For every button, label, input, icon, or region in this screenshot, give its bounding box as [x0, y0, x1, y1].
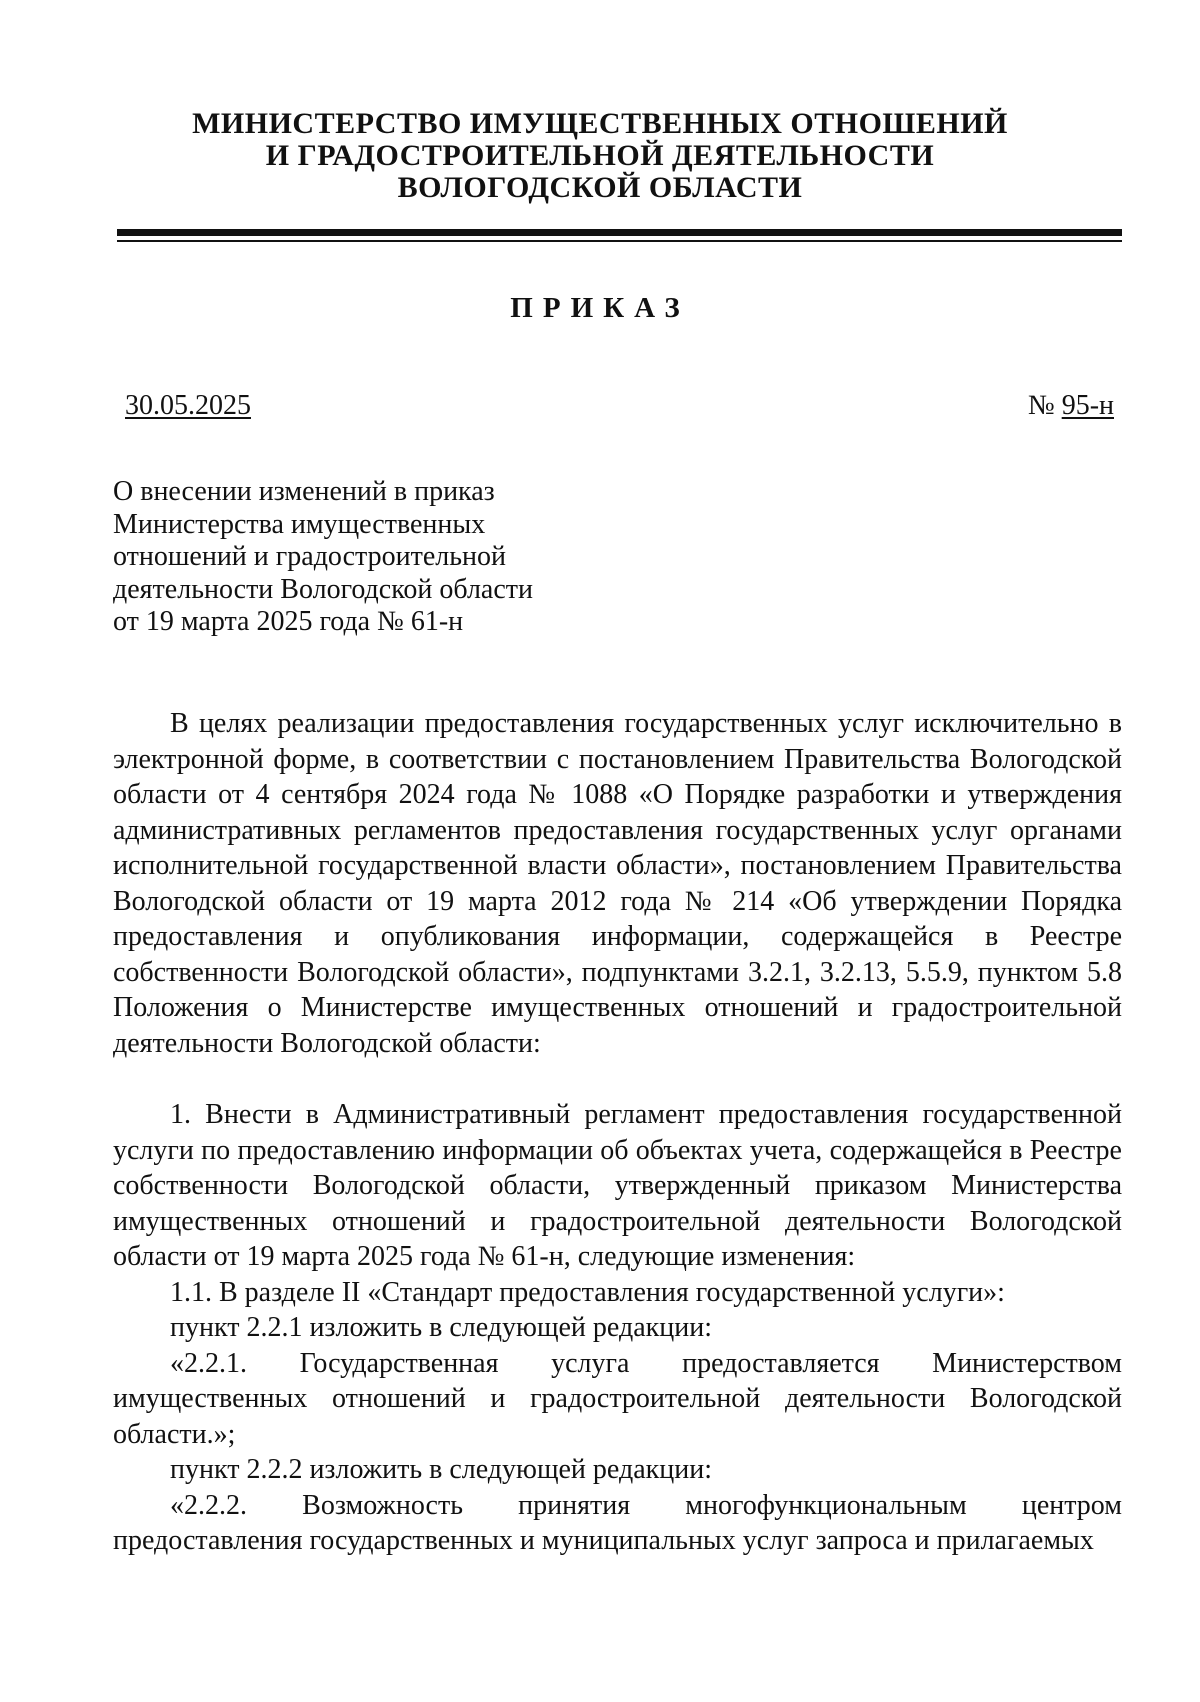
document-number-value: 95-н [1061, 390, 1114, 421]
ministry-name [0, 108, 1200, 204]
clause-2-2-2-text: «2.2.2. Возможность принятия многофункциональным центром предоставления государственных и муниципальных услуг запроса и прилагаемых [113, 1489, 1122, 1556]
preamble-paragraph: В целях реализации предоставления государственных услуг исключительно в электронной форме, в соответствии с постановлением Правительства Вологодской области от 4 сентября 2024 года № 1088 «О Порядке разработки и утверждения административных регламентов предоставления государственных услуг органами исполнительной государственной власти области», постановлением Правительства Вологодской области от 19 марта 2012 года № 214 «Об утверждении Порядка предоставления и опубликования информации, содержащейся в Реестре собственности Вологодской области», подпунктами 3.2.1, 3.2.13, 5.5.9, пунктом 5.8 Положения о Министерстве имущественных отношений и градостроительной деятельности Вологодской области: [113, 708, 1122, 1059]
ministry-name-line-1: МИНИСТЕРСТВО ИМУЩЕСТВЕННЫХ ОТНОШЕНИЙ [192, 107, 1008, 140]
item-1-paragraph: 1. Внести в Административный регламент предоставления государственной услуги по предоставлению информации об объектах учета, содержащейся в Реестре собственности Вологодской области, утвержденный приказом Министерства имущественных отношений и градостроительной деятельности Вологодской области от 19 марта 2025 года № 61-н, следующие изменения: [113, 1099, 1122, 1272]
subject-line: деятельности Вологодской области [113, 573, 533, 605]
item-1-1-paragraph: 1.1. В разделе II «Стандарт предоставления государственной услуги»: [170, 1276, 1005, 1308]
clause-2-2-2-intro: пункт 2.2.2 изложить в следующей редакции: [170, 1454, 712, 1485]
document-body [113, 706, 1122, 1559]
subject-line: Министерства имущественных [113, 508, 486, 540]
ministry-name-line-2: И ГРАДОСТРОИТЕЛЬНОЙ ДЕЯТЕЛЬНОСТИ [265, 139, 935, 172]
document-type-title: ПРИКАЗ [510, 292, 690, 324]
ministry-name-line-3: ВОЛОГОДСКОЙ ОБЛАСТИ [397, 171, 803, 204]
subject-line: от 19 марта 2025 года № 61-н [113, 606, 464, 637]
document-number [1028, 390, 1114, 422]
subject-line: О внесении изменений в приказ [113, 476, 495, 507]
header-divider-thin [117, 240, 1122, 242]
document-date: 30.05.2025 [125, 390, 251, 421]
subject-line: отношений и градостроительной [113, 541, 506, 572]
document-subject [113, 476, 653, 639]
clause-2-2-1-intro: пункт 2.2.1 изложить в следующей редакции: [170, 1312, 712, 1343]
document-number-prefix: № [1027, 390, 1062, 421]
clause-2-2-1-text: «2.2.1. Государственная услуга предоставляется Министерством имущественных отношений и градостроительной деятельности Вологодской области.»; [113, 1347, 1122, 1450]
header-divider-thick [117, 229, 1122, 236]
